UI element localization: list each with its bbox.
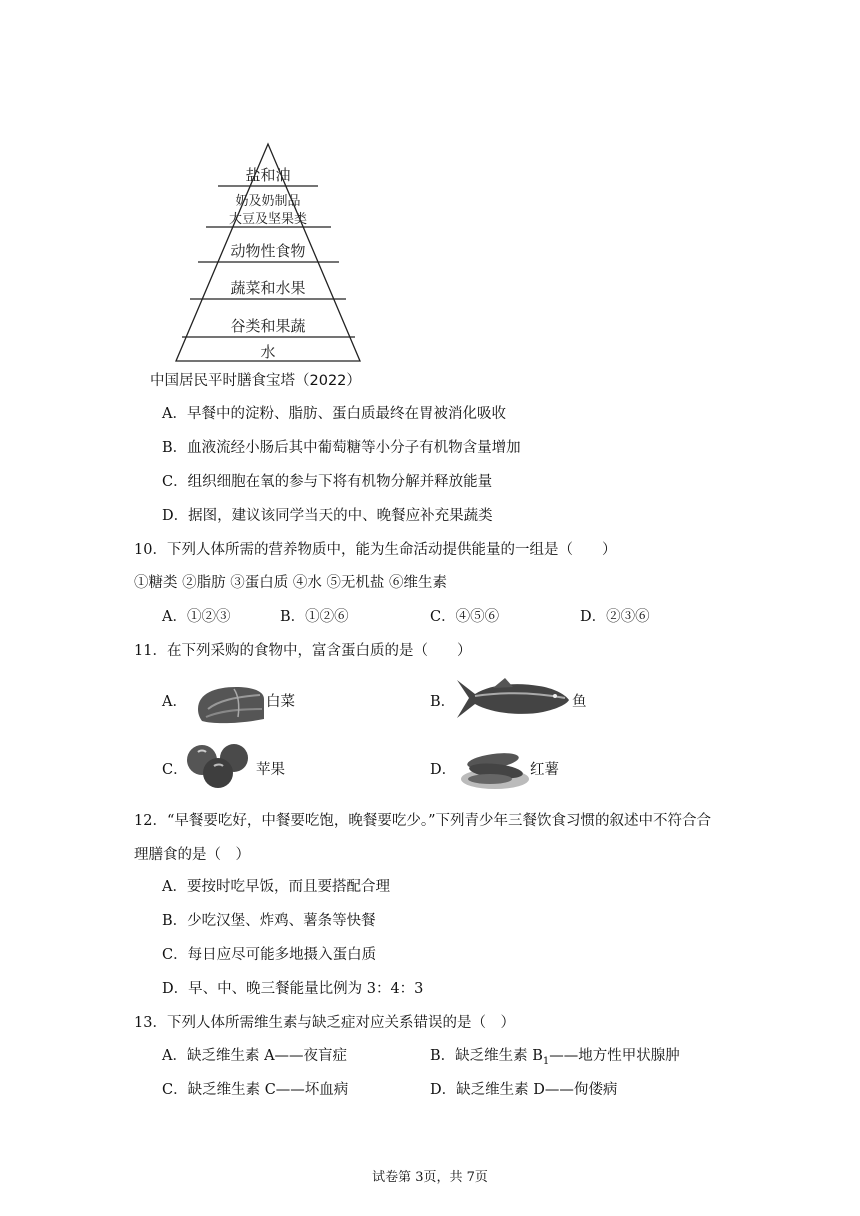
q11-option-a-label: 白菜 [266,694,295,710]
q13-stem: 13．下列人体所需维生素与缺乏症对应关系错误的是（ ） [134,1015,515,1031]
q13-option-d [430,1080,617,1100]
q9-option-b: B．血液流经小肠后其中葡萄糖等小分子有机物含量增加 [162,440,521,456]
q9-option-c: C．组织细胞在氧的参与下将有机物分解并释放能量 [162,474,493,490]
page-footer: 试卷第 3页，共 7页 [372,1170,488,1185]
q13-option-b-text: B．缺乏维生素 B [430,1048,543,1064]
q9-option-a: A．早餐中的淀粉、脂肪、蛋白质最终在胃被消化吸收 [162,406,506,422]
pyramid-level-dairy: 奶及奶制品 [235,194,301,209]
q11-option-d-label: 红薯 [530,762,559,778]
pyramid-level-animal-food: 动物性食物 [230,242,306,260]
q12-option-b: B．少吃汉堡、炸鸡、薯条等快餐 [162,913,376,929]
q12-option-c: C．每日应尽可能多地摄入蛋白质 [162,947,377,963]
q9-option-d: D．据图，建议该同学当天的中、晚餐应补充果蔬类 [162,508,493,524]
q13-option-b-disease: ——地方性甲状腺肿 [549,1048,680,1064]
q11-option-b-label: 鱼 [572,694,587,710]
q13-option-a-text: A．缺乏维生素 A——夜盲症 [162,1048,348,1064]
pyramid-level-veg-fruit: 蔬菜和水果 [230,279,306,297]
q13-option-c-text: C．缺乏维生素 C——坏血病 [162,1082,349,1098]
food-pyramid [170,140,366,365]
q13-option-c [162,1080,348,1100]
apple-image [184,740,254,790]
q12-option-d: D．早、中、晚三餐能量比例为 3：4：3 [162,981,424,997]
pyramid-caption: 中国居民平时膳食宝塔（2022） [150,373,361,389]
q11-option-a-letter: A． [162,694,187,710]
q13-option-b-subscript: 1 [542,1055,550,1067]
q13-option-d-text: D．缺乏维生素 D——佝偻病 [430,1082,618,1098]
sweet-potato-image [460,743,530,791]
q11-option-d-letter: D． [430,762,457,778]
q11-stem: 11．在下列采购的食物中，富含蛋白质的是（ ） [134,643,472,659]
q10-items: ①糖类 ②脂肪 ③蛋白质 ④水 ⑤无机盐 ⑥维生素 [134,575,448,591]
fish-image [453,674,571,726]
q13-option-b [430,1046,680,1072]
q10-option-a: A．①②③ [162,609,231,625]
cabbage-image [194,679,266,727]
q12-option-a: A．要按时吃早饭，而且要搭配合理 [162,879,390,895]
pyramid-level-salt-oil: 盐和油 [245,166,291,184]
q12-stem-line1: 12．“早餐要吃好，中餐要吃饱，晚餐要吃少。”下列青少年三餐饮食习惯的叙述中不符合合 [134,813,712,829]
q12-stem-line2: 理膳食的是（ ） [134,847,250,863]
q13-option-a [162,1046,347,1066]
q10-option-d: D．②③⑥ [580,609,650,625]
pyramid-level-water: 水 [260,343,276,361]
q11-option-c-label: 苹果 [256,762,285,778]
q11-option-b-letter: B． [430,694,456,710]
q10-option-b: B．①②⑥ [280,609,349,625]
pyramid-level-grains: 谷类和果蔬 [230,317,306,335]
q10-option-c: C．④⑤⑥ [430,609,500,625]
q10-stem: 10．下列人体所需的营养物质中，能为生命活动提供能量的一组是（ ） [134,542,617,558]
pyramid-level-soy-nuts: 大豆及坚果类 [228,212,307,227]
q11-option-c-letter: C． [162,762,188,778]
